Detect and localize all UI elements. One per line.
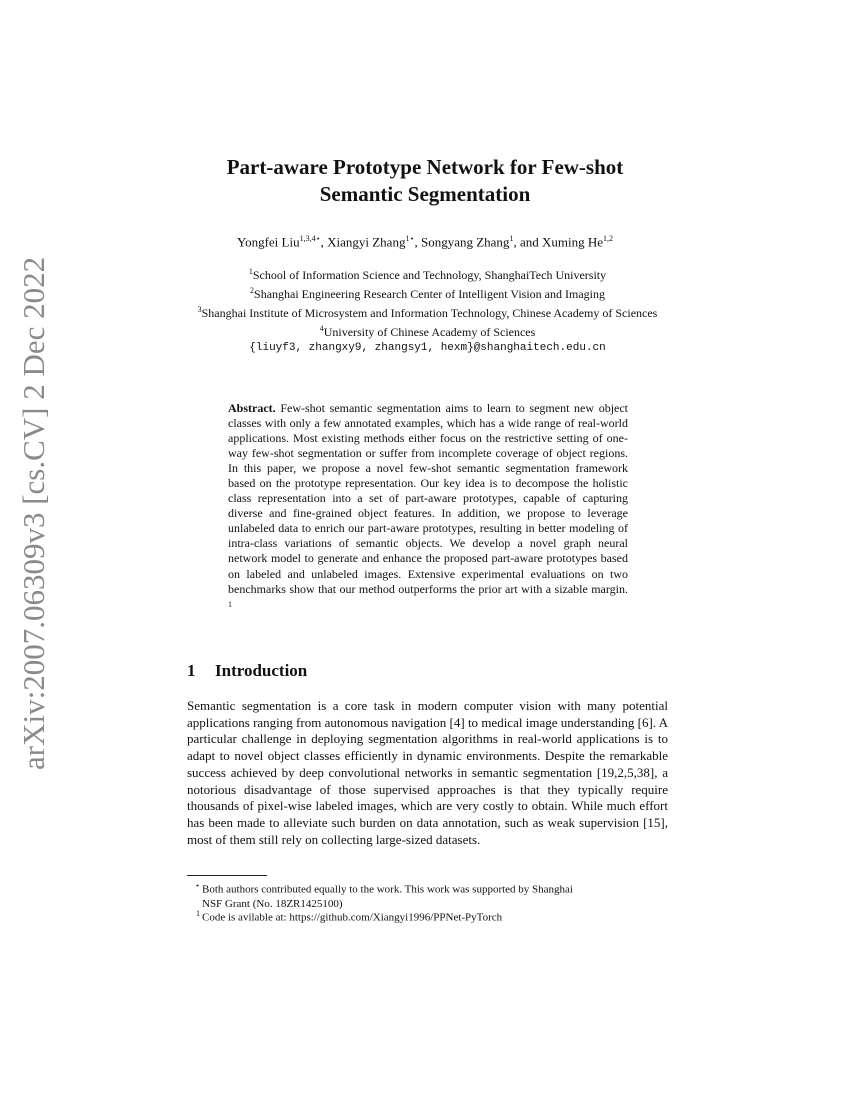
section-heading [187,661,307,681]
paper-title [150,154,700,208]
abstract [228,401,628,616]
footnote [187,879,668,911]
author-separator: , and [513,234,542,250]
footnote-text-cont: NSF Grant (No. 18ZR1425100) [202,897,343,910]
footnote-rule [187,875,267,876]
section-number: 1 [187,661,196,680]
author-name: Xuming He [541,234,603,250]
footnote [187,907,668,925]
affiliation: $^3$Shanghai Institute of Microsystem and Information Technology, Chinese Academy of Sciences [197,305,658,320]
author-affil-mark: 1 [509,234,514,243]
intro-paragraph: Semantic segmentation is a core task in modern computer vision with many potential applications ranging from autonomous navigation [4] to medical image understanding [6]. A particular challenge in deploying segmentation algorithms in real-world applications is to adapt to novel object classes efficiently in dynamic environments. Despite the remarkable success achieved by deep convolutional networks in semantic segmentation [19,2,5,38], a notorious disadvantage of those supervised approaches is that they typically require thousands of pixel-wise labeled images, which are very costly to obtain. While much effort has been made to alleviate such burden on data annotation, such as weak supervision [15], most of them still rely on collecting large-sized datasets. [187,698,668,847]
affiliations [185,264,670,356]
author-name: Xiangyi Zhang [327,234,406,250]
title-line-2: Semantic Segmentation [319,182,531,206]
author-separator: , [320,234,328,250]
abstract-text: Few-shot semantic segmentation aims to learn to segment new object classes with only a few annotated examples, which has a wide range of real-world applications. Most existing methods either focus on the restrictive setting of one-way few-shot segmentation or suffer from incomplete coverage of object regions. In this paper, we propose a novel few-shot semantic segmentation framework based on the prototype representation. Our key idea is to decompose the holistic class representation into a set of part-aware prototypes, capable of capturing diverse and fine-grained object features. In addition, we propose to leverage unlabeled data to enrich our part-aware prototypes, resulting in better modeling of intra-class variations of semantic objects. We develop a novel graph neural network model to generate and enhance the proposed part-aware prototypes based on labeled and unlabeled images. Extensive experimental evaluations on two benchmarks show that our method outperforms the prior art with a sizable margin. [228,401,629,596]
footnote-mark: 1 [196,909,200,918]
arxiv-stamp: arXiv:2007.06309v3 [cs.CV] 2 Dec 2022 [16,256,51,770]
footnote-text: Both authors contributed equally to the work. This work was supported by Shanghai [202,883,573,896]
author-list [150,234,700,250]
title-line-1: Part-aware Prototype Network for Few-shot [226,155,624,179]
footnote-mark: ⋆ [194,881,200,890]
author-affil-mark: 1,3,4⋆ [299,234,321,243]
abstract-footnote-mark: 1 [228,599,232,609]
author-separator: , [414,234,421,250]
author-affil-mark: 1,2 [603,234,613,243]
affiliation: $^2$Shanghai Engineering Research Center of Intelligent Vision and Imaging [250,286,605,301]
affiliation: $^4$University of Chinese Academy of Sciences [319,324,536,339]
affiliation: $^1$School of Information Science and Technology, ShanghaiTech University [248,267,607,282]
footnote-text: Code is avilable at: https://github.com/Xiangyi1996/PPNet-PyTorch [202,911,503,924]
author-affil-mark: 1⋆ [405,234,415,243]
author-emails: {liuyf3, zhangxy9, zhangsy1, hexm}@shanghaitech.edu.cn [249,342,606,354]
abstract-label: Abstract. [228,401,276,415]
author-name: Yongfei Liu [236,234,300,250]
author-name: Songyang Zhang [420,234,510,250]
section-title: Introduction [215,661,308,680]
